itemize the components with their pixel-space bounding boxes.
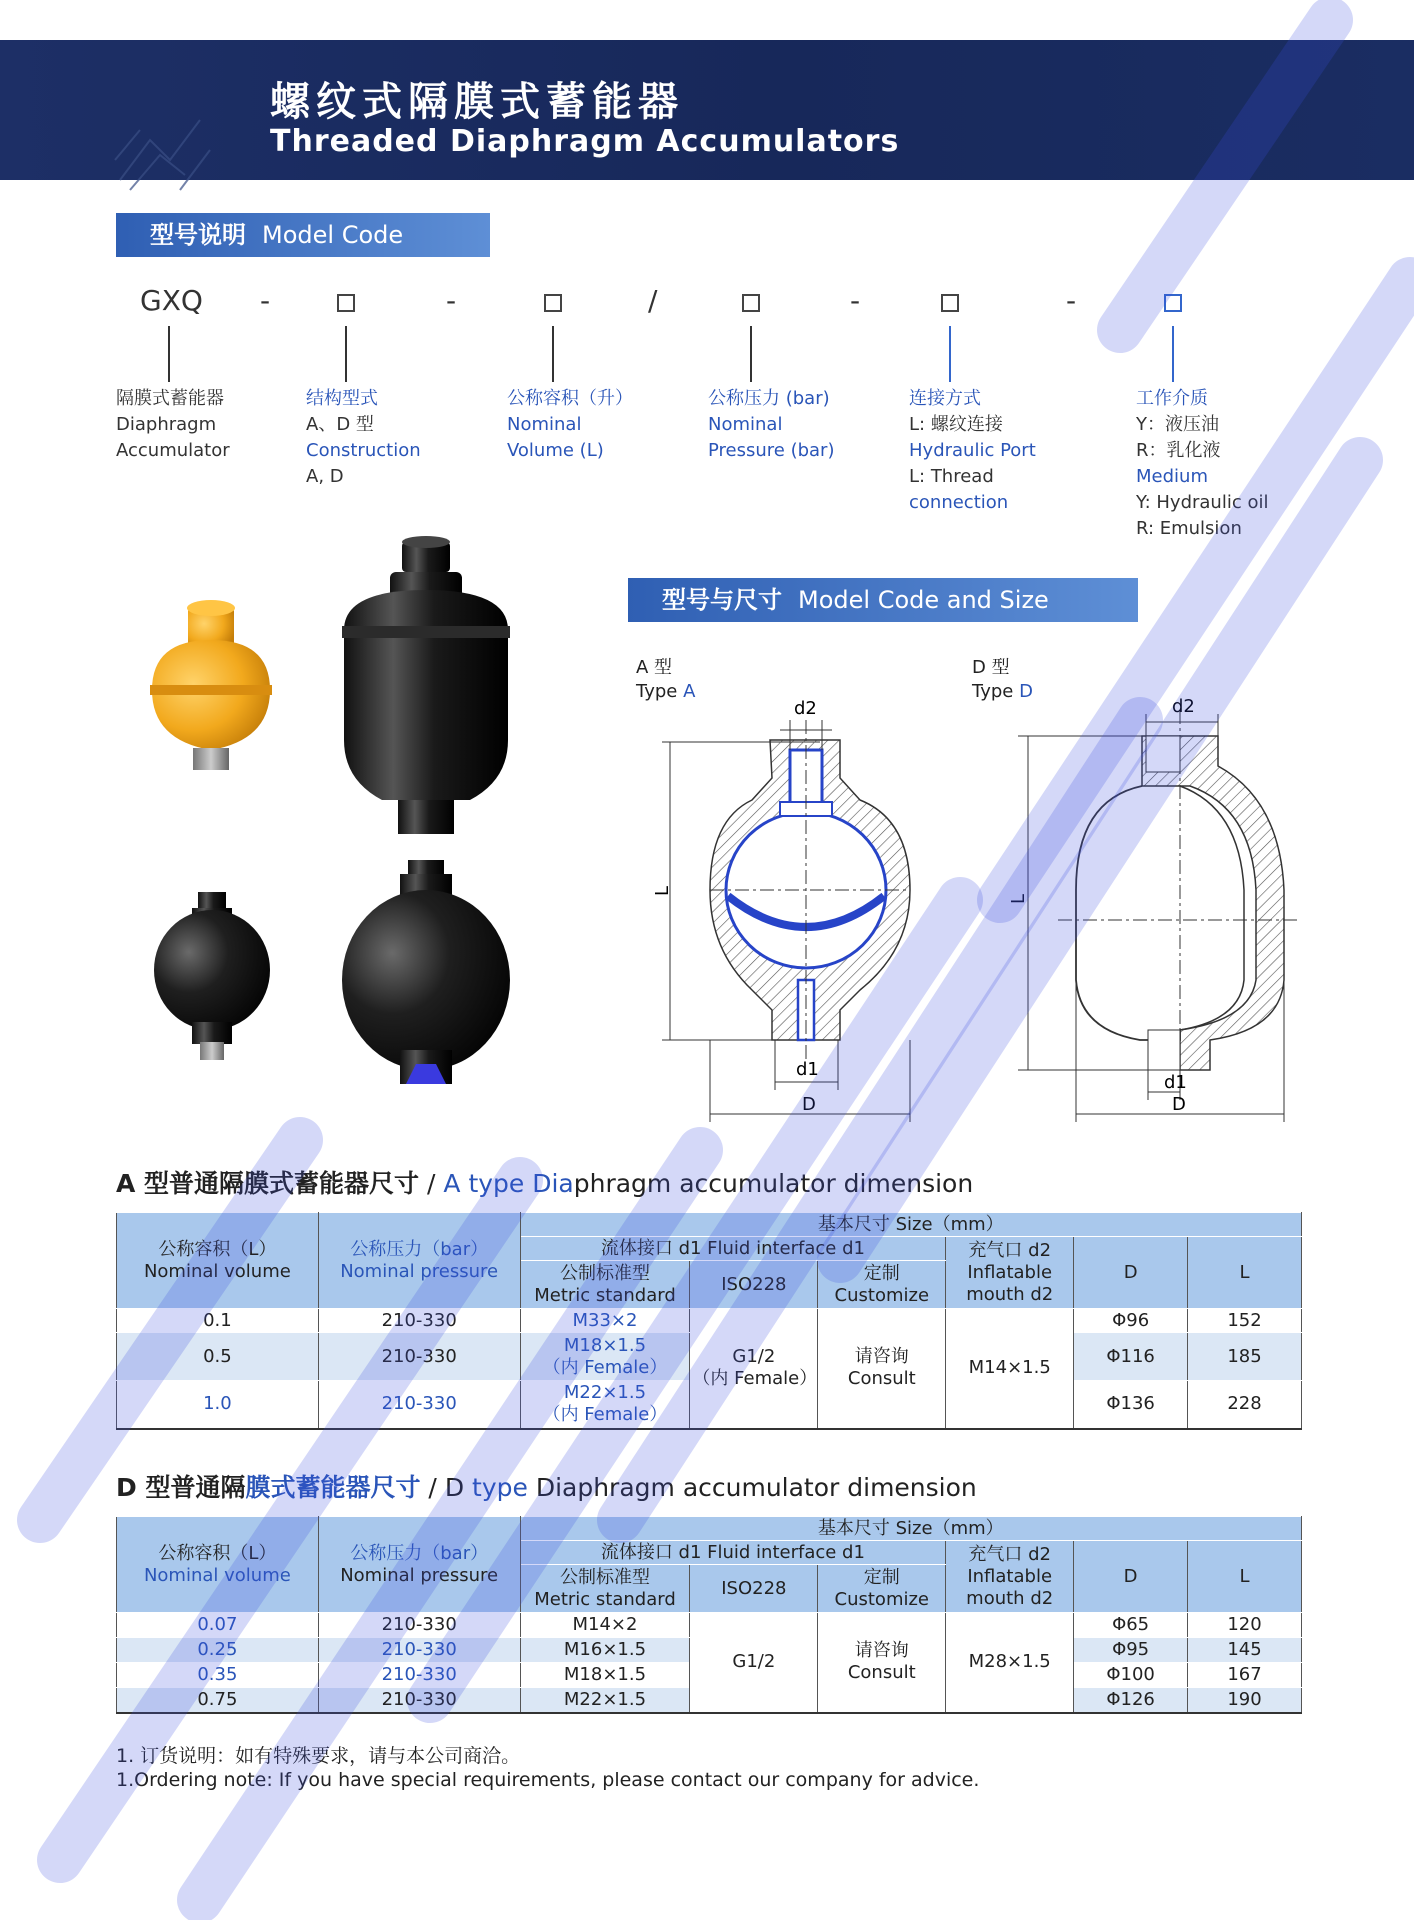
type-a-letter: A <box>683 681 696 702</box>
field-line: Nominal <box>708 414 783 435</box>
dim-D-label: D <box>1172 1094 1186 1115</box>
table-d <box>116 1516 1302 1714</box>
header-size: 基本尺寸 Size（mm） <box>520 1517 1301 1541</box>
header-text: 定制 <box>863 1566 900 1588</box>
cell-volume: 0.07 <box>117 1613 319 1638</box>
cell-D: Φ116 <box>1074 1333 1188 1381</box>
field-line: Nominal <box>507 414 582 435</box>
cell-D: Φ126 <box>1074 1688 1188 1713</box>
header-inflatable <box>946 1237 1074 1309</box>
field-line: Construction <box>306 440 421 461</box>
dim-D-label: D <box>802 1094 816 1115</box>
cell-text: （内 Female） <box>542 1356 668 1378</box>
header-text: Customize <box>834 1588 929 1610</box>
table-d-title-cn-b: 膜式蓄能器尺寸 <box>245 1473 421 1502</box>
table-a-title-en-b: phragm accumulator dimension <box>573 1169 974 1198</box>
field-line: connection <box>909 492 1009 513</box>
code-leader-line <box>552 326 554 382</box>
header-text: 充气口 d2 <box>968 1543 1051 1565</box>
code-leader-line <box>168 326 170 382</box>
header-text: Nominal pressure <box>340 1260 499 1282</box>
code-separator: - <box>446 284 457 317</box>
header-text: Inflatable <box>967 1261 1053 1283</box>
cell-D: Φ95 <box>1074 1638 1188 1663</box>
decor-icon <box>110 100 220 200</box>
cell-iso-merged <box>690 1309 818 1429</box>
header-volume <box>117 1213 319 1309</box>
header-pressure <box>318 1213 520 1309</box>
table-d-title-en-c: Diaphragm accumulator dimension <box>527 1473 977 1502</box>
black-sphere-accumulator-photo <box>342 860 510 1084</box>
table-row <box>117 1309 1302 1333</box>
ordering-notes <box>116 1744 979 1792</box>
field-line: L: 螺纹连接 <box>909 414 1003 435</box>
table-a-title-en-a: A type Dia <box>443 1169 574 1198</box>
type-d-letter: D <box>1019 681 1033 702</box>
header-customize <box>818 1261 946 1309</box>
dim-d2-label: d2 <box>794 698 817 719</box>
field-line: 公称容积（升） <box>507 388 633 409</box>
field-line: Hydraulic Port <box>909 440 1036 461</box>
product-photos <box>140 530 540 1110</box>
header-text: 公称压力（bar） <box>350 1238 489 1260</box>
cell-pressure: 210-330 <box>318 1381 520 1429</box>
header-text: Nominal volume <box>143 1564 291 1586</box>
yellow-accumulator-photo <box>150 600 272 770</box>
cell-L: 185 <box>1188 1333 1302 1381</box>
field-line: 结构型式 <box>306 388 378 409</box>
model-code-heading <box>116 213 490 257</box>
field-line: A, D <box>306 466 344 487</box>
type-d-cn: D 型 <box>972 657 1010 678</box>
header-volume <box>117 1517 319 1613</box>
field-line: Medium <box>1136 466 1208 487</box>
header-text: Nominal volume <box>143 1260 291 1282</box>
field-line: 公称压力 (bar) <box>708 388 830 409</box>
cell-text: （内 Female） <box>542 1404 668 1426</box>
code-leader-line <box>345 326 347 382</box>
field-line: 工作介质 <box>1136 388 1208 409</box>
code-box-volume <box>544 294 562 312</box>
code-separator: - <box>260 284 271 317</box>
cell-text: 请咨询 <box>854 1640 909 1662</box>
field-line: R: Emulsion <box>1136 518 1242 539</box>
code-box-medium <box>1164 294 1182 312</box>
cell-text: M22×1.5 <box>563 1382 647 1404</box>
page-title-cn: 螺纹式隔膜式蓄能器 <box>270 79 684 125</box>
header-size: 基本尺寸 Size（mm） <box>520 1213 1301 1237</box>
cell-volume: 0.35 <box>117 1663 319 1688</box>
field-line: Y：液压油 <box>1136 414 1219 435</box>
code-leader-line <box>1172 326 1174 382</box>
field-line: Diaphragm <box>116 414 217 435</box>
header-D: D <box>1074 1237 1188 1309</box>
table-d-title-cn-a: D 型普通隔 <box>116 1473 246 1502</box>
table-row <box>117 1613 1302 1638</box>
cell-volume: 0.75 <box>117 1688 319 1713</box>
field-line: Volume (L) <box>507 440 604 461</box>
field-line: 连接方式 <box>909 388 981 409</box>
cell-metric <box>520 1333 690 1381</box>
cell-text: Consult <box>847 1368 916 1390</box>
cell-volume: 0.5 <box>117 1333 319 1381</box>
cell-D: Φ96 <box>1074 1309 1188 1333</box>
table-d-title-en-b: type <box>472 1473 528 1502</box>
header-text: Nominal pressure <box>340 1564 499 1586</box>
header-text: Metric standard <box>534 1284 676 1306</box>
code-box-connection <box>941 294 959 312</box>
header-text: Customize <box>834 1284 930 1306</box>
cell-volume: 0.1 <box>117 1309 319 1333</box>
cell-customize-merged <box>818 1309 946 1429</box>
header-text: 定制 <box>863 1262 900 1284</box>
model-size-heading-cn: 型号与尺寸 <box>662 586 782 614</box>
dim-L-label: L <box>1008 893 1029 904</box>
cell-L: 228 <box>1188 1381 1302 1429</box>
header-text: 公称容积（L） <box>158 1238 277 1260</box>
cell-metric: M14×2 <box>520 1613 690 1638</box>
black-accumulator-photo <box>342 536 510 834</box>
code-separator: - <box>850 284 861 317</box>
cell-pressure: 210-330 <box>318 1688 520 1713</box>
model-code-heading-cn: 型号说明 <box>150 221 246 249</box>
field-line: Accumulator <box>116 440 230 461</box>
type-d-drawing <box>1008 696 1300 1122</box>
header-text: mouth d2 <box>966 1587 1054 1609</box>
dim-L-label: L <box>652 885 673 896</box>
header-text: 公称容积（L） <box>158 1542 277 1564</box>
table-a-title <box>116 1164 973 1200</box>
table-a <box>116 1212 1302 1430</box>
technical-drawings <box>640 690 1300 1130</box>
header-D: D <box>1074 1541 1188 1613</box>
cell-volume: 1.0 <box>117 1381 319 1429</box>
header-fluid-interface: 流体接口 d1 Fluid interface d1 <box>520 1541 946 1565</box>
code-field-medium <box>1136 386 1268 542</box>
header-L: L <box>1188 1541 1302 1613</box>
code-field-construction <box>306 386 421 490</box>
cell-pressure: 210-330 <box>318 1613 520 1638</box>
cell-pressure: 210-330 <box>318 1638 520 1663</box>
cell-L: 167 <box>1188 1663 1302 1688</box>
type-d-en: Type <box>972 681 1020 702</box>
code-separator: - <box>1066 284 1077 317</box>
header-metric <box>520 1261 690 1309</box>
model-code-heading-en: Model Code <box>262 221 404 249</box>
field-line: L: Thread <box>909 466 994 487</box>
field-line: R：乳化液 <box>1136 440 1221 461</box>
table-a-title-cn: A 型普通隔膜式蓄能器尺寸 <box>116 1169 420 1198</box>
ordering-note-en: 1.Ordering note: If you have special requirements, please contact our company for advice. <box>116 1769 980 1791</box>
cell-pressure: 210-330 <box>318 1333 520 1381</box>
type-a-drawing <box>652 698 910 1122</box>
dim-d1-label: d1 <box>796 1059 819 1080</box>
cell-text: 请咨询 <box>854 1346 909 1368</box>
header-text: Metric standard <box>534 1588 676 1610</box>
code-slash: / <box>648 284 658 317</box>
cell-L: 145 <box>1188 1638 1302 1663</box>
cell-text: （内 Female） <box>692 1368 818 1390</box>
table-d-title-sep: / <box>420 1473 445 1502</box>
cell-inflatable-merged: M14×1.5 <box>946 1309 1074 1429</box>
header-text: 公称压力（bar） <box>350 1542 489 1564</box>
cell-L: 190 <box>1188 1688 1302 1713</box>
cell-metric: M22×1.5 <box>520 1688 690 1713</box>
code-leader-line <box>949 326 951 382</box>
page-title-en: Threaded Diaphragm Accumulators <box>270 124 900 159</box>
code-box-pressure <box>742 294 760 312</box>
cell-L: 152 <box>1188 1309 1302 1333</box>
type-a-en: Type <box>636 681 684 702</box>
table-d-title <box>116 1468 977 1504</box>
field-line: Pressure (bar) <box>708 440 835 461</box>
cell-text: Consult <box>847 1662 916 1684</box>
header-fluid-interface: 流体接口 d1 Fluid interface d1 <box>520 1237 946 1261</box>
cell-D: Φ136 <box>1074 1381 1188 1429</box>
table-d-title-en-a: D <box>444 1473 473 1502</box>
code-field-volume <box>507 386 633 464</box>
cell-D: Φ65 <box>1074 1613 1188 1638</box>
header-text: 公制标准型 <box>559 1262 650 1284</box>
header-L: L <box>1188 1237 1302 1309</box>
field-line: A、D 型 <box>306 414 374 435</box>
header-text: 充气口 d2 <box>968 1239 1052 1261</box>
code-field-pressure <box>708 386 834 464</box>
cell-D: Φ100 <box>1074 1663 1188 1688</box>
cell-inflatable-merged: M28×1.5 <box>946 1613 1074 1713</box>
cell-pressure: 210-330 <box>318 1309 520 1333</box>
model-size-heading <box>628 578 1138 622</box>
cell-metric: M33×2 <box>520 1309 690 1333</box>
header-metric <box>520 1565 690 1613</box>
cell-L: 120 <box>1188 1613 1302 1638</box>
field-line: 隔膜式蓄能器 <box>116 388 224 409</box>
header-customize <box>818 1565 946 1613</box>
cell-pressure: 210-330 <box>318 1663 520 1688</box>
code-prefix: GXQ <box>140 284 203 317</box>
code-leader-line <box>750 326 752 382</box>
header-pressure <box>318 1517 520 1613</box>
header-text: Inflatable <box>967 1565 1053 1587</box>
cell-metric <box>520 1381 690 1429</box>
header-iso: ISO228 <box>690 1565 818 1613</box>
header-iso: ISO228 <box>690 1261 818 1309</box>
small-black-accumulator-photo <box>154 892 270 1060</box>
cell-customize-merged <box>818 1613 946 1713</box>
header-inflatable <box>946 1541 1074 1613</box>
code-field-connection <box>909 386 1036 516</box>
header-banner <box>0 40 1414 180</box>
dim-d2-label: d2 <box>1172 696 1195 717</box>
cell-volume: 0.25 <box>117 1638 319 1663</box>
header-text: 公制标准型 <box>559 1566 650 1588</box>
code-field-accumulator <box>116 386 230 464</box>
table-a-title-sep: / <box>419 1169 444 1198</box>
model-size-heading-en: Model Code and Size <box>798 586 1049 614</box>
type-a-cn: A 型 <box>636 657 673 678</box>
header-text: mouth d2 <box>966 1283 1054 1305</box>
cell-metric: M18×1.5 <box>520 1663 690 1688</box>
dim-d1-label: d1 <box>1164 1072 1187 1093</box>
cell-metric: M16×1.5 <box>520 1638 690 1663</box>
cell-text: M18×1.5 <box>563 1334 647 1356</box>
code-box-construction <box>337 294 355 312</box>
ordering-note-cn: 1. 订货说明：如有特殊要求，请与本公司商洽。 <box>116 1745 521 1767</box>
field-line: Y: Hydraulic oil <box>1136 492 1269 513</box>
cell-text: G1/2 <box>732 1346 776 1368</box>
cell-iso-merged: G1/2 <box>690 1613 818 1713</box>
